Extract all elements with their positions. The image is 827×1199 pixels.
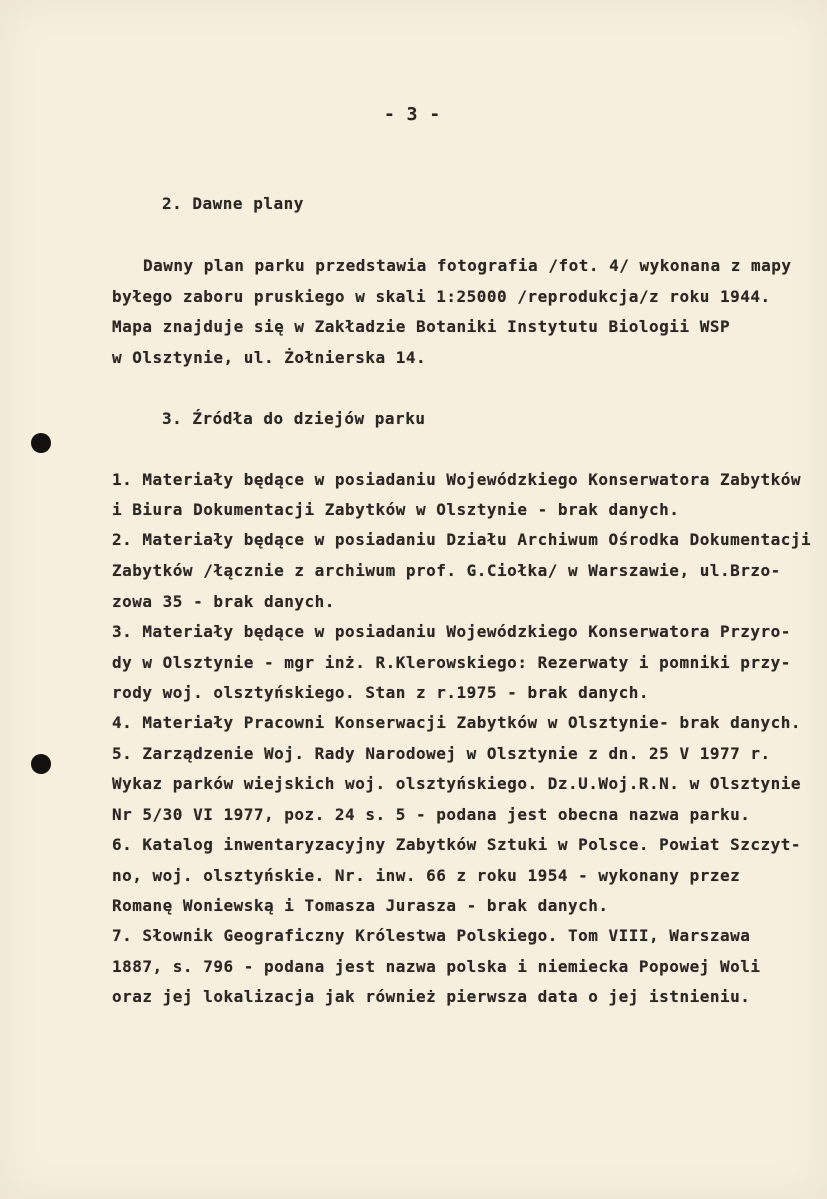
section-3-line: Wykaz parków wiejskich woj. olsztyńskiego. Dz.U.Woj.R.N. w Olsztynie: [112, 774, 802, 793]
section-3-line: 5. Zarządzenie Woj. Rady Narodowej w Olsztynie z dn. 25 V 1977 r.: [112, 744, 771, 763]
section-3-line: rody woj. olsztyńskiego. Stan z r.1975 - brak danych.: [112, 683, 650, 702]
section-3-line: oraz jej lokalizacja jak również pierwsza data o jej istnieniu.: [112, 987, 751, 1006]
section-3-line: 7. Słownik Geograficzny Królestwa Polskiego. Tom VIII, Warszawa: [112, 926, 751, 945]
section-3-line: i Biura Dokumentacji Zabytków w Olsztynie - brak danych.: [112, 500, 680, 519]
section-3-line: Romanę Woniewską i Tomasza Jurasza - brak danych.: [112, 896, 609, 915]
section-3-line: no, woj. olsztyńskie. Nr. inw. 66 z roku 1954 - wykonany przez: [112, 866, 741, 885]
section-3-line: 1887, s. 796 - podana jest nazwa polska i niemiecka Popowej Woli: [112, 957, 761, 976]
section-2-line: Dawny plan parku przedstawia fotografia /fot. 4/ wykonana z mapy: [143, 256, 792, 275]
section-2-line: Mapa znajduje się w Zakładzie Botaniki Instytutu Biologii WSP: [112, 317, 731, 336]
section-3-line: 4. Materiały Pracowni Konserwacji Zabytków w Olsztynie- brak danych.: [112, 713, 802, 732]
section-2-heading: 2. Dawne plany: [162, 194, 304, 213]
section-3-line: Zabytków /łącznie z archiwum prof. G.Ciołka/ w Warszawie, ul.Brzo-: [112, 561, 781, 580]
section-3-line: 1. Materiały będące w posiadaniu Wojewódzkiego Konserwatora Zabytków: [112, 470, 802, 489]
section-2-line: byłego zaboru pruskiego w skali 1:25000 /reprodukcja/z roku 1944.: [112, 287, 771, 306]
section-3-line: zowa 35 - brak danych.: [112, 592, 335, 611]
section-3-line: 3. Materiały będące w posiadaniu Wojewódzkiego Konserwatora Przyro-: [112, 622, 791, 641]
page-number: - 3 -: [384, 104, 441, 125]
section-2-line: w Olsztynie, ul. Żołnierska 14.: [112, 348, 427, 367]
section-3-line: dy w Olsztynie - mgr inż. R.Klerowskiego: Rezerwaty i pomniki przy-: [112, 653, 791, 672]
section-3-line: Nr 5/30 VI 1977, poz. 24 s. 5 - podana jest obecna nazwa parku.: [112, 805, 751, 824]
section-3-heading: 3. Źródła do dziejów parku: [162, 409, 426, 428]
section-3-line: 6. Katalog inwentaryzacyjny Zabytków Sztuki w Polsce. Powiat Szczyt-: [112, 835, 802, 854]
punch-hole-lower: [31, 754, 51, 774]
punch-hole-upper: [31, 433, 51, 453]
section-3-line: 2. Materiały będące w posiadaniu Działu Archiwum Ośrodka Dokumentacji: [112, 530, 812, 549]
